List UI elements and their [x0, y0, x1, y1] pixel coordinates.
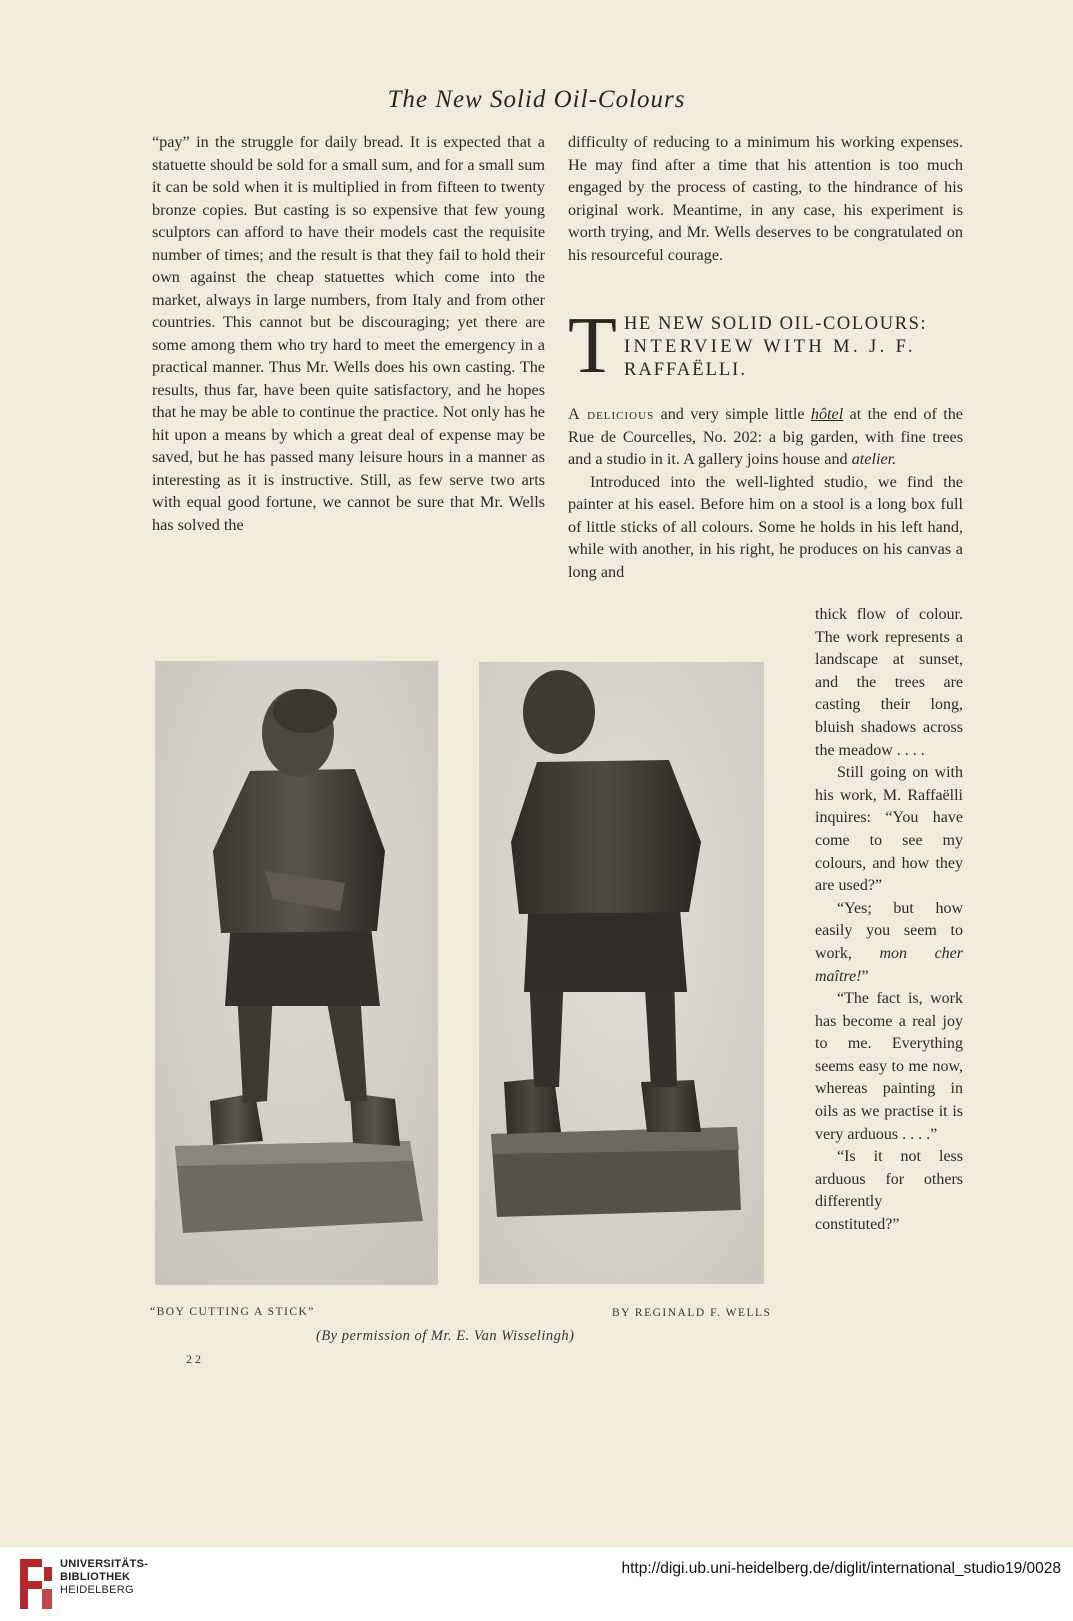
paragraph: [815, 898, 963, 988]
figure-caption-permission: (By permission of Mr. E. Van Wisselingh): [316, 1328, 575, 1344]
statuette-photo-front: [155, 661, 438, 1285]
paragraph: [568, 403, 963, 471]
section-heading: [568, 302, 968, 390]
statuette-back-icon: [479, 662, 764, 1284]
paragraph: Still going on with his work, M. Raffaëlli inquires: “You have come to see my colours, and how they are used?”: [815, 764, 963, 895]
text-run: ”: [861, 967, 869, 985]
figure-caption-artist: BY REGINALD F. WELLS: [612, 1307, 772, 1319]
library-name-line: HEIDELBERG: [60, 1584, 134, 1596]
library-name: [60, 1558, 148, 1597]
italic-word: atelier.: [851, 450, 897, 468]
paragraph: “The fact is, work has become a real joy to me. Everything seems easy to me now, whereas painting in oils as we practise it is very arduous . . . .”: [815, 990, 963, 1143]
text-run: and very simple little: [654, 405, 811, 423]
footer-bar: [0, 1547, 1073, 1621]
italic-word: hôtel: [810, 405, 844, 423]
paragraph: difficulty of reducing to a minimum his working expenses. He may find after a time that his attention is too much engaged by the process of casting, to the hindrance of his original work. Meantime, in any case, his experiment is worth trying, and Mr. Wells deserves to be congratulated on his resourceful courage.: [568, 133, 963, 264]
paragraph: Introduced into the well-lighted studio, we find the painter at his easel. Before him on a stool is a long box full of little sticks of all colours. Some he holds in his left hand, while with another, in his right, he produces on his canvas a long and: [568, 472, 963, 581]
running-header: The New Solid Oil-Colours: [387, 86, 686, 113]
source-url[interactable]: http://digi.ub.uni-heidelberg.de/diglit/international_studio19/0028: [621, 1560, 1061, 1577]
italic-phrase: mon cher maître!: [815, 944, 963, 985]
heading-line: RAFFAËLLI.: [624, 360, 747, 380]
article-body: [568, 403, 963, 583]
statuette-front-icon: [155, 661, 438, 1285]
paragraph: thick flow of colour. The work represents a landscape at sunset, and the trees are casting their long, bluish shadows across the meadow . . . .: [815, 606, 963, 759]
text-run: at the end of the Rue de Courcelles, No. 202: a big garden, with fine trees and a studio in it. A gallery joins house and: [568, 405, 963, 468]
heading-line: HE NEW SOLID OIL-COLOURS:: [624, 314, 928, 334]
library-name-line: BIBLIOTHEK: [60, 1571, 131, 1583]
paragraph: “pay” in the struggle for daily bread. It is expected that a statuette should be sold for a small sum, and for a small sum it can be sold when it is multiplied in from fifteen to twenty bronze copies. But casting is so expensive that few young sculptors can afford to have their models cast the requisite number of times; and the result is that they fail to hold their own against the cheap statuettes which come into the market, always in large numbers, from Italy and from other countries. This cannot but be discouraging; yet there are some among them who try hard to meet the emergency in a practical manner. Thus Mr. Wells does his own casting. The results, thus far, have been quite satisfactory, and he hopes that he may be able to continue the practice. Not only has he hit upon a means by which a great deal of expense may be saved, but he has passed many leisure hours in a manner as interesting as it is instructive. Still, as few serve two arts with equal good fortune, we cannot be sure that Mr. Wells has solved the: [152, 133, 545, 534]
figure-caption-title: “BOY CUTTING A STICK”: [150, 1306, 315, 1318]
heading-line: INTERVIEW WITH M. J. F.: [624, 337, 916, 357]
library-name-line: UNIVERSITÄTS-: [60, 1558, 149, 1570]
library-logo-icon: [12, 1555, 58, 1613]
statuette-photo-back: [479, 662, 764, 1284]
left-column: [152, 131, 545, 536]
opening-words: A delicious: [568, 405, 655, 423]
drop-cap: T: [568, 302, 617, 390]
page-number: 22: [186, 1352, 204, 1366]
right-column-top: [568, 131, 963, 266]
paragraph: “Is it not less arduous for others differently constituted?”: [815, 1148, 963, 1234]
narrow-column: [815, 604, 963, 1237]
text-run: “Yes; but how easily you seem to work,: [815, 899, 963, 962]
